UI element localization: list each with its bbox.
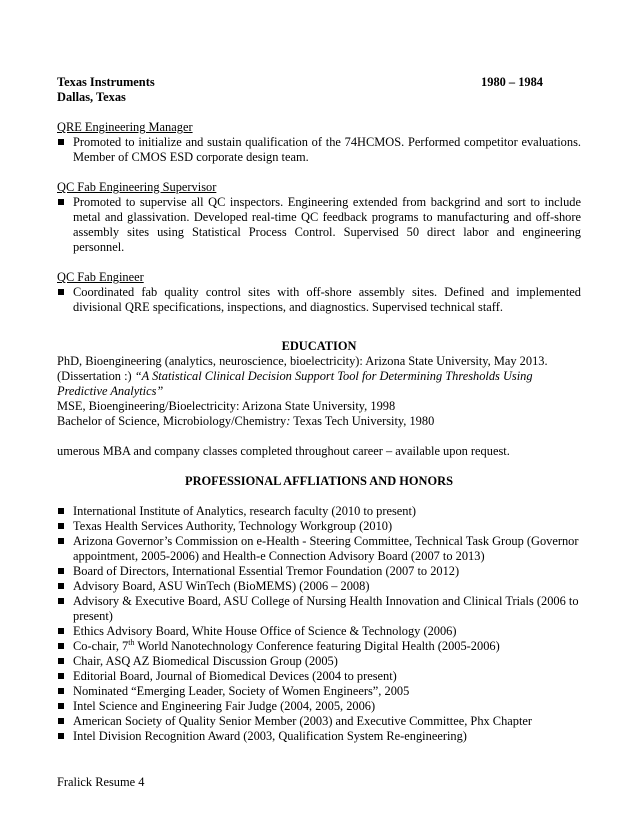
cochair-superscript: th [128, 637, 135, 647]
education-dissertation [57, 369, 581, 399]
bullet-icon [58, 289, 64, 295]
affiliation-text: Texas Health Services Authority, Technology Workgroup (2010) [73, 519, 393, 533]
bullet-icon [58, 538, 64, 544]
affiliation-text: Intel Division Recognition Award (2003, Qualification System Re-engineering) [73, 729, 467, 743]
list-item [57, 714, 581, 729]
bullet-icon [58, 568, 64, 574]
position-bullets [57, 285, 581, 315]
education-heading: EDUCATION [281, 339, 357, 353]
dissertation-label: (Dissertation :) [57, 369, 135, 383]
list-item [57, 195, 581, 255]
affiliation-text: Board of Directors, International Essential Tremor Foundation (2007 to 2012) [73, 564, 460, 578]
affiliation-text: Intel Science and Engineering Fair Judge (2004, 2005, 2006) [73, 699, 376, 713]
education-bs [57, 414, 581, 429]
bs-degree: Bachelor of Science, Microbiology/Chemistry [57, 414, 287, 428]
affiliation-text: Editorial Board, Journal of Biomedical Devices (2004 to present) [73, 669, 397, 683]
affiliation-text: International Institute of Analytics, research faculty (2010 to present) [73, 504, 417, 518]
list-item [57, 624, 581, 639]
bullet-icon [58, 508, 64, 514]
employer-header [57, 75, 581, 90]
list-item [57, 504, 581, 519]
bullet-icon [58, 598, 64, 604]
list-item [57, 519, 581, 534]
position-bullets [57, 135, 581, 165]
bs-colon: : [286, 414, 291, 428]
list-item [57, 639, 581, 654]
affiliation-text: Advisory Board, ASU WinTech (BioMEMS) (2006 – 2008) [73, 579, 370, 593]
education-phd: PhD, Bioengineering (analytics, neuroscience, bioelectricity): Arizona State University, May 2013. [57, 354, 548, 368]
affiliation-text: Advisory & Executive Board, ASU College of Nursing Health Innovation and Clinical Trials (2006 to present) [73, 594, 579, 623]
employment-dates: 1980 – 1984 [481, 75, 543, 89]
bullet-icon [58, 628, 64, 634]
bullet-icon [58, 718, 64, 724]
bullet-icon [58, 583, 64, 589]
cochair-suffix: World Nanotechnology Conference featuring Digital Health (2005-2006) [134, 639, 500, 653]
cochair-prefix: Co-chair, 7 [73, 639, 129, 653]
position-title: QC Fab Engineering Supervisor [57, 180, 217, 194]
bullet-icon [58, 703, 64, 709]
list-item [57, 669, 581, 684]
list-item [57, 135, 581, 165]
employer-location: Dallas, Texas [57, 90, 126, 104]
affiliation-text: Nominated “Emerging Leader, Society of Women Engineers”, 2005 [73, 684, 410, 698]
list-item [57, 594, 581, 624]
affiliation-text: Ethics Advisory Board, White House Office of Science & Technology (2006) [73, 624, 457, 638]
list-item [57, 729, 581, 744]
bullet-text: Coordinated fab quality control sites with off-shore assembly sites. Defined and implemented divisional QRE specifications, inspections, and diagnostics. Supervised technical staff. [73, 285, 581, 314]
list-item [57, 285, 581, 315]
bullet-icon [58, 733, 64, 739]
employer-name: Texas Instruments [57, 75, 155, 89]
list-item [57, 564, 581, 579]
bullet-text: Promoted to initialize and sustain qualification of the 74HCMOS. Performed competitor evaluations. Member of CMOS ESD corporate design team. [73, 135, 581, 164]
bullet-icon [58, 643, 64, 649]
affiliations-heading: PROFESSIONAL AFFLIATIONS AND HONORS [185, 474, 453, 488]
bullet-icon [58, 673, 64, 679]
bullet-icon [58, 199, 64, 205]
position-title: QRE Engineering Manager [57, 120, 193, 134]
page-footer: Fralick Resume 4 [57, 775, 145, 789]
list-item [57, 684, 581, 699]
bullet-text: Promoted to supervise all QC inspectors. Engineering extended from backgrind and sort to include metal and glassivation. Developed real-time QC feedback programs to manufacturing and off-shore assembly sites using Statistical Process Control. Supervised 50 direct labor and engineering personnel. [73, 195, 581, 254]
position-bullets [57, 195, 581, 255]
bullet-icon [58, 658, 64, 664]
list-item [57, 579, 581, 594]
bs-school: Texas Tech University, 1980 [290, 414, 435, 428]
list-item [57, 534, 581, 564]
bullet-icon [58, 523, 64, 529]
affiliation-text: American Society of Quality Senior Member (2003) and Executive Committee, Phx Chapter [73, 714, 533, 728]
resume-page [57, 75, 581, 744]
list-item [57, 699, 581, 714]
bullet-icon [58, 688, 64, 694]
education-classes: umerous MBA and company classes completed throughout career – available upon request. [57, 444, 510, 458]
bullet-icon [58, 139, 64, 145]
list-item [57, 654, 581, 669]
affiliations-list [57, 504, 581, 744]
affiliation-text: Chair, ASQ AZ Biomedical Discussion Group (2005) [73, 654, 338, 668]
position-title: QC Fab Engineer [57, 270, 144, 284]
dissertation-title: “A Statistical Clinical Decision Support Tool for Determining Thresholds Using Predictive Analytics” [57, 369, 533, 398]
education-mse: MSE, Bioengineering/Bioelectricity: Arizona State University, 1998 [57, 399, 396, 413]
affiliation-text: Arizona Governor’s Commission on e-Health - Steering Committee, Technical Task Group (Governor appointment, 2005-2006) and Health-e Connection Advisory Board (2007 to 2013) [73, 534, 579, 563]
